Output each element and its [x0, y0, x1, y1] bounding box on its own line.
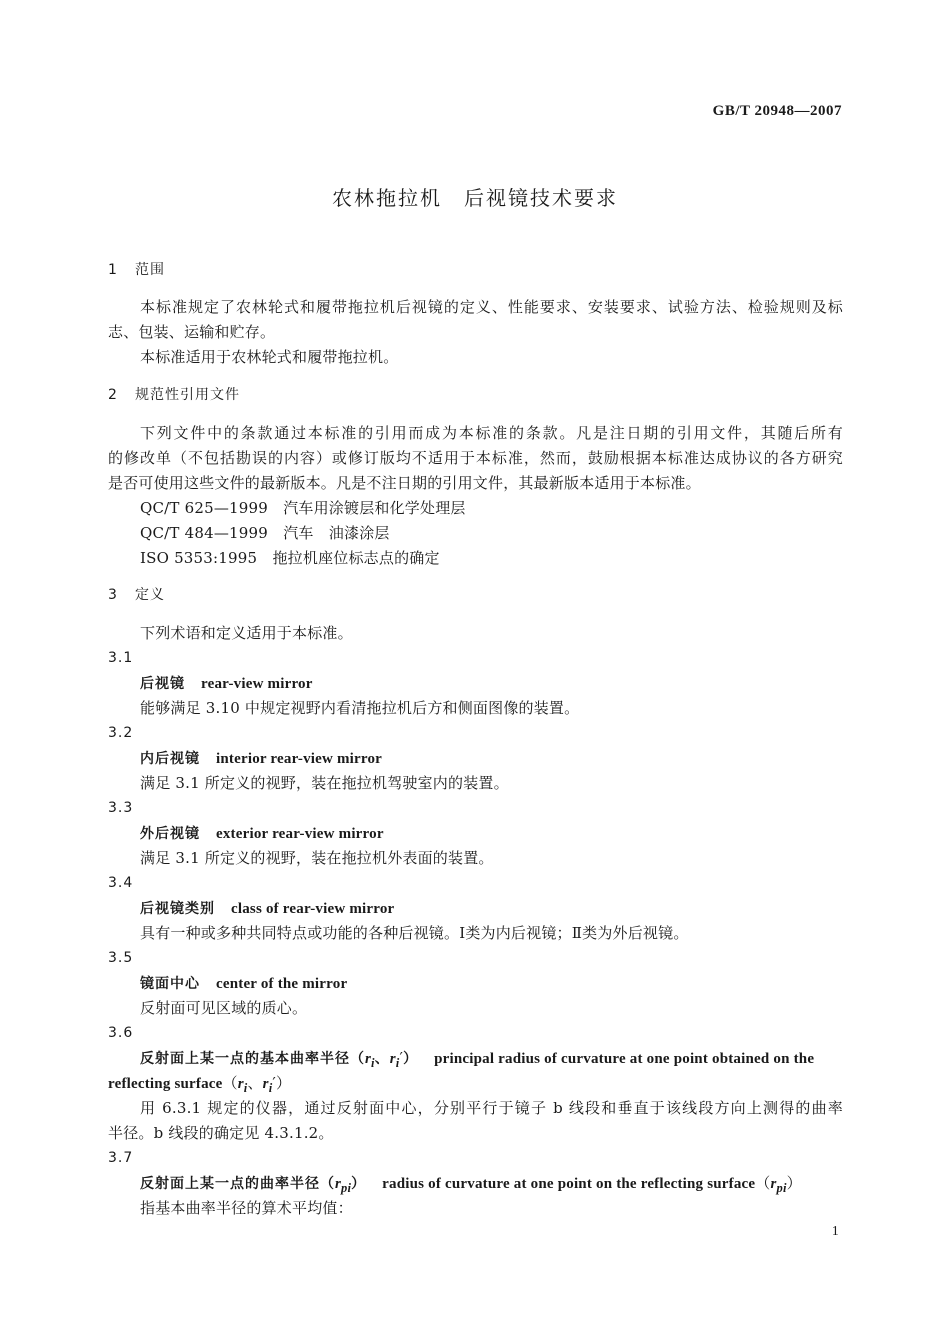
- symbol-sub: i: [243, 1081, 248, 1095]
- symbol-close: ）: [403, 1051, 419, 1067]
- symbol-prime: ′: [399, 1049, 404, 1067]
- definition-line: 用 6.3.1 规定的仪器，通过反射面中心，分别平行于镜子 b 线段和垂直于该线段方向上测得的曲率: [140, 1099, 843, 1117]
- symbol-prime: ′: [272, 1074, 277, 1092]
- term-zh: 后视镜: [140, 676, 185, 692]
- symbol-sub: pi: [341, 1181, 352, 1195]
- term-en: center of the mirror: [216, 976, 348, 992]
- paragraph: 下列术语和定义适用于本标准。: [140, 624, 353, 642]
- term-heading: [140, 823, 384, 844]
- definition-line: 半径。b 线段的确定见 4.3.1.2。: [108, 1124, 334, 1142]
- section-3-heading: [108, 585, 165, 605]
- section-number: 1: [108, 262, 118, 278]
- term-heading: [140, 1173, 802, 1198]
- paragraph-line: 下列文件中的条款通过本标准的引用而成为本标准的条款。凡是注日期的引用文件，其随后所有: [140, 424, 843, 442]
- symbol-close: ）: [786, 1174, 802, 1192]
- definition: 具有一种或多种共同特点或功能的各种后视镜。Ⅰ类为内后视镜；Ⅱ类为外后视镜。: [140, 924, 689, 942]
- term-zh: 镜面中心: [140, 976, 200, 992]
- symbol-open: （: [320, 1176, 335, 1192]
- reference-item: QC/T 484—1999 汽车 油漆涂层: [140, 524, 390, 542]
- term-en: reflecting surface: [108, 1076, 223, 1092]
- paragraph-line: 本标准规定了农林轮式和履带拖拉机后视镜的定义、性能要求、安装要求、试验方法、检验规则及标: [140, 298, 843, 316]
- clause-number: 3.6: [108, 1025, 134, 1041]
- term-en: exterior rear-view mirror: [216, 826, 384, 842]
- term-en: radius of curvature at one point on the reflecting surface: [382, 1176, 756, 1192]
- symbol-r: r: [770, 1176, 777, 1192]
- symbol-open: （: [755, 1174, 771, 1192]
- clause-number: 3.2: [108, 725, 134, 741]
- section-number: 2: [108, 387, 118, 403]
- term-en: principal radius of curvature at one point obtained on the: [434, 1051, 815, 1067]
- term-heading: [140, 898, 394, 919]
- symbol-r: r: [262, 1076, 269, 1092]
- symbol-r: r: [237, 1076, 244, 1092]
- section-2-heading: [108, 385, 240, 405]
- document-title: 农林拖拉机 后视镜技术要求: [332, 186, 618, 210]
- symbol-sep: 、: [374, 1051, 390, 1067]
- term-zh: 后视镜类别: [140, 901, 215, 917]
- paragraph: 本标准适用于农林轮式和履带拖拉机。: [140, 348, 399, 366]
- definition: 反射面可见区域的质心。: [140, 999, 308, 1017]
- definition: 指基本曲率半径的算术平均值：: [140, 1199, 353, 1217]
- term-en: class of rear-view mirror: [231, 901, 395, 917]
- term-zh: 反射面上某一点的曲率半径: [140, 1176, 320, 1192]
- term-en: rear-view mirror: [201, 676, 313, 692]
- reference-item: QC/T 625—1999 汽车用涂镀层和化学处理层: [140, 499, 466, 517]
- paragraph-line: 的修改单（不包括勘误的内容）或修订版均不适用于本标准，然而，鼓励根据本标准达成协议的各方研究: [108, 449, 843, 467]
- clause-number: 3.3: [108, 800, 134, 816]
- symbol-sub: i: [395, 1056, 400, 1070]
- clause-number: 3.4: [108, 875, 134, 891]
- definition: 满足 3.1 所定义的视野，装在拖拉机驾驶室内的装置。: [140, 774, 509, 792]
- symbol-open: （: [350, 1051, 365, 1067]
- symbol-r: r: [389, 1051, 396, 1067]
- section-number: 3: [108, 587, 118, 603]
- term-zh: 内后视镜: [140, 751, 200, 767]
- clause-number: 3.5: [108, 950, 134, 966]
- reference-item: ISO 5353:1995 拖拉机座位标志点的确定: [140, 549, 440, 567]
- symbol-r: r: [335, 1176, 342, 1192]
- section-title: 范围: [135, 262, 165, 278]
- term-heading: [140, 973, 347, 994]
- paragraph-line: 志、包装、运输和贮存。: [108, 323, 276, 341]
- term-heading-cont: [108, 1073, 291, 1098]
- paragraph-line: 是否可使用这些文件的最新版本。凡是不注日期的引用文件，其最新版本适用于本标准。: [108, 474, 701, 492]
- symbol-close: ）: [276, 1074, 292, 1092]
- clause-number: 3.7: [108, 1150, 134, 1166]
- symbol-sub: i: [268, 1081, 273, 1095]
- symbol-open: （: [222, 1074, 238, 1092]
- symbol-sub: pi: [776, 1181, 787, 1195]
- term-zh: 外后视镜: [140, 826, 200, 842]
- symbol-r: r: [365, 1051, 372, 1067]
- term-zh: 反射面上某一点的基本曲率半径: [140, 1051, 350, 1067]
- section-title: 定义: [135, 587, 165, 603]
- term-heading: [140, 748, 382, 769]
- page-number: 1: [831, 1224, 839, 1239]
- symbol-sub: i: [371, 1056, 375, 1070]
- definition: 能够满足 3.10 中规定视野内看清拖拉机后方和侧面图像的装置。: [140, 699, 580, 717]
- section-1-heading: [108, 260, 165, 280]
- symbol-close: ）: [351, 1176, 367, 1192]
- standard-number: GB/T 20948—2007: [712, 103, 842, 119]
- section-title: 规范性引用文件: [135, 387, 240, 403]
- clause-number: 3.1: [108, 650, 134, 666]
- definition: 满足 3.1 所定义的视野，装在拖拉机外表面的装置。: [140, 849, 494, 867]
- symbol-sep: 、: [247, 1074, 263, 1092]
- term-heading: [140, 1048, 814, 1073]
- term-en: interior rear-view mirror: [216, 751, 383, 767]
- term-heading: [140, 673, 313, 694]
